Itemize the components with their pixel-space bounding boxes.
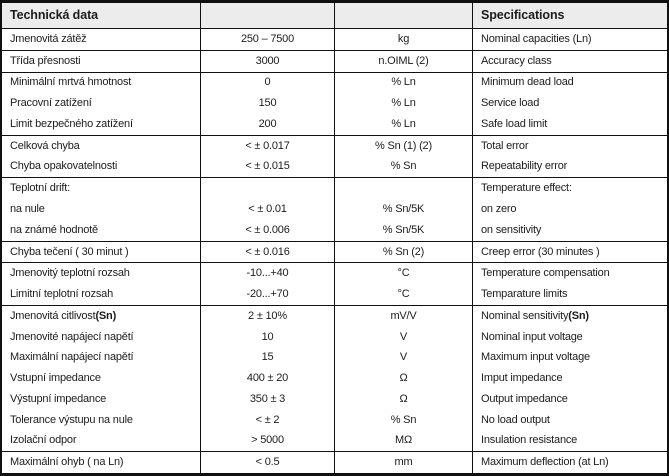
table-row [2,306,667,327]
table-row [2,136,667,157]
value-text: < ± 0.016 [245,245,290,258]
table-row [2,347,667,368]
czech-label: Tolerance výstupu na nule [10,413,133,426]
czech-label: Maximální ohyb ( na Ln) [10,456,124,469]
table-row [2,73,667,94]
english-label: Nominal sensitivity [481,309,569,322]
czech-label-cell [2,263,201,284]
czech-table-title: Technická data [10,8,98,23]
czech-label-cell [2,452,201,473]
unit-cell [335,431,473,452]
table-row [2,431,667,453]
czech-label: Pracovní zatížení [10,97,92,110]
czech-label-cell [2,220,201,241]
unit-text: kg [397,32,410,45]
english-label-cell [473,263,667,284]
value-text: < ± 0.015 [245,160,290,173]
table-row [2,51,667,73]
table-row [2,389,667,410]
value-cell [201,157,335,178]
czech-label: Celková chyba [10,139,80,152]
value-cell [201,389,335,410]
table-row [2,29,667,51]
english-label: Safe load limit [481,117,548,130]
value-text: 10 [261,330,274,343]
czech-label: Chyba opakovatelnosti [10,160,118,173]
unit-cell [335,29,473,50]
english-label: Repeatability error [481,160,568,173]
unit-text: % Ln [391,117,416,130]
header-unit-cell [335,3,473,28]
czech-label: Jmenovitá zátěž [10,32,87,45]
english-label: Maximum deflection (at Ln) [481,456,609,469]
czech-label-bold: (Sn) [95,309,117,322]
table-row [2,368,667,389]
unit-text: MΩ [395,434,412,447]
czech-label: Limit bezpečného zatížení [10,117,133,130]
table-row [2,410,667,431]
value-cell [201,199,335,220]
value-cell [201,452,335,473]
czech-label-cell [2,199,201,220]
header-czech-cell [2,3,201,28]
english-label-cell [473,73,667,94]
czech-label-cell [2,347,201,368]
value-text: < ± 0.017 [245,139,290,152]
unit-text: % Sn/5K [382,223,425,236]
czech-label: na nule [10,203,45,215]
english-label-cell [473,242,667,263]
unit-text: % Ln [391,97,416,110]
czech-label: Chyba tečení ( 30 minut ) [10,245,129,258]
english-label-cell [473,199,667,220]
english-label-cell [473,178,667,199]
value-cell [201,263,335,284]
unit-text: % Sn [390,413,417,426]
czech-label: Teplotní drift: [10,182,70,195]
unit-cell [335,306,473,327]
czech-label-cell [2,51,201,72]
english-label-cell [473,389,667,410]
unit-cell [335,73,473,94]
czech-label: Třída přesnosti [10,54,81,67]
value-cell [201,178,335,199]
unit-text: % Ln [391,76,416,89]
czech-label: Jmenovitý teplotní rozsah [10,267,130,280]
table-row [2,199,667,220]
unit-cell [335,93,473,114]
english-label-cell [473,51,667,72]
unit-cell [335,157,473,178]
unit-cell [335,452,473,473]
table-row [2,327,667,348]
english-label-cell [473,220,667,241]
value-text: -20...+70 [246,288,289,301]
unit-text: V [399,351,408,364]
unit-text: Ω [399,392,408,405]
value-cell [201,306,335,327]
unit-cell [335,220,473,241]
english-label-cell [473,452,667,473]
unit-text: mm [394,456,413,469]
value-cell [201,431,335,452]
czech-label: Jmenovitá citlivost [10,309,96,322]
unit-cell [335,136,473,157]
czech-label-cell [2,93,201,114]
czech-label: Výstupní impedance [10,392,107,405]
czech-label-cell [2,157,201,178]
english-label-cell [473,431,667,452]
unit-cell [335,199,473,220]
table-header-row [2,3,667,29]
value-cell [201,410,335,431]
english-label: Accuracy class [481,54,552,67]
table-row [2,452,667,473]
english-label-cell [473,157,667,178]
value-cell [201,368,335,389]
english-label-cell [473,114,667,135]
value-text: 15 [261,351,274,364]
czech-label-cell [2,114,201,135]
value-cell [201,347,335,368]
czech-label-cell [2,178,201,199]
value-cell [201,114,335,135]
table-row [2,220,667,242]
english-label: Minimum dead load [481,76,574,89]
czech-label: Maximální napájecí napětí [10,351,134,364]
english-label-cell [473,368,667,389]
value-cell [201,29,335,50]
czech-label-cell [2,410,201,431]
czech-label: Limitní teplotní rozsah [10,288,114,301]
unit-text: % Sn (2) [382,245,425,258]
value-cell [201,284,335,305]
unit-text: Ω [399,372,408,385]
english-label: Temperature compensation [481,267,610,280]
english-label: Insulation resistance [481,434,578,447]
english-label: Creep error (30 minutes ) [481,245,600,258]
czech-label-cell [2,136,201,157]
value-text: < 0.5 [255,456,280,469]
czech-label-cell [2,306,201,327]
table-row [2,242,667,264]
czech-label-cell [2,431,201,452]
unit-cell [335,178,473,199]
value-cell [201,93,335,114]
unit-cell [335,368,473,389]
czech-label-cell [2,242,201,263]
unit-cell [335,389,473,410]
unit-text: % Sn [390,160,417,173]
english-label: Maximum input voltage [481,351,590,364]
english-label: Nominal capacities (Ln) [481,32,592,45]
value-text: -10...+40 [246,267,289,280]
english-label: on zero [481,203,517,215]
unit-cell [335,327,473,348]
unit-cell [335,284,473,305]
english-label-bold: (Sn) [568,309,589,322]
unit-text: °C [397,288,410,301]
english-label-cell [473,347,667,368]
unit-text: % Sn/5K [382,203,425,215]
value-text: 350 ± 3 [249,392,286,405]
value-text: 400 ± 20 [246,372,289,385]
value-cell [201,242,335,263]
english-label: Total error [481,139,529,152]
czech-label-cell [2,29,201,50]
value-text: 0 [264,76,271,89]
value-text: > 5000 [251,434,284,447]
czech-label: na známé hodnotě [10,223,98,236]
value-text: 2 ± 10% [248,309,287,322]
unit-cell [335,51,473,72]
value-cell [201,73,335,94]
table-row [2,93,667,114]
table-row [2,157,667,179]
english-label-cell [473,306,667,327]
table-row [2,178,667,199]
unit-cell [335,410,473,431]
unit-text: V [399,330,408,343]
english-label: Imput impedance [481,372,563,385]
czech-label: Jmenovité napájecí napětí [10,330,134,343]
unit-cell [335,263,473,284]
value-cell [201,327,335,348]
unit-text: mV/V [390,309,417,322]
english-label: Nominal input voltage [481,330,583,343]
value-text: 150 [258,97,277,110]
unit-cell [335,347,473,368]
unit-text: °C [397,267,410,280]
unit-text: n.OIML (2) [378,54,429,67]
english-label-cell [473,327,667,348]
table-row [2,284,667,306]
czech-label-cell [2,73,201,94]
czech-label: Izolační odpor [10,434,77,447]
value-text: < ± 0.006 [245,223,290,236]
english-label: Temperature effect: [481,182,572,195]
value-text: < ± 0.01 [248,203,287,215]
value-cell [201,51,335,72]
english-label-cell [473,29,667,50]
czech-label-cell [2,389,201,410]
czech-label: Vstupní impedance [10,372,101,385]
czech-label-cell [2,368,201,389]
unit-cell [335,242,473,263]
unit-cell [335,114,473,135]
header-english-cell [473,3,667,28]
english-label: Service load [481,97,540,110]
value-text: < ± 2 [255,413,280,426]
czech-label: Minimální mrtvá hmotnost [10,76,132,89]
value-cell [201,136,335,157]
value-text: 250 – 7500 [240,32,295,45]
english-label: Temparature limits [481,288,568,301]
english-label-cell [473,410,667,431]
english-label: No load output [481,413,550,426]
unit-text: % Sn (1) (2) [375,139,432,152]
english-label: Output impedance [481,392,568,405]
english-label-cell [473,136,667,157]
english-table-title: Specifications [481,8,565,23]
english-label: on sensitivity [481,223,542,236]
table-row [2,114,667,136]
table-row [2,263,667,284]
value-text: 3000 [255,54,280,67]
header-value-cell [201,3,335,28]
value-text: 200 [258,117,277,130]
czech-label-cell [2,327,201,348]
english-label-cell [473,284,667,305]
czech-label-cell [2,284,201,305]
value-cell [201,220,335,241]
english-label-cell [473,93,667,114]
